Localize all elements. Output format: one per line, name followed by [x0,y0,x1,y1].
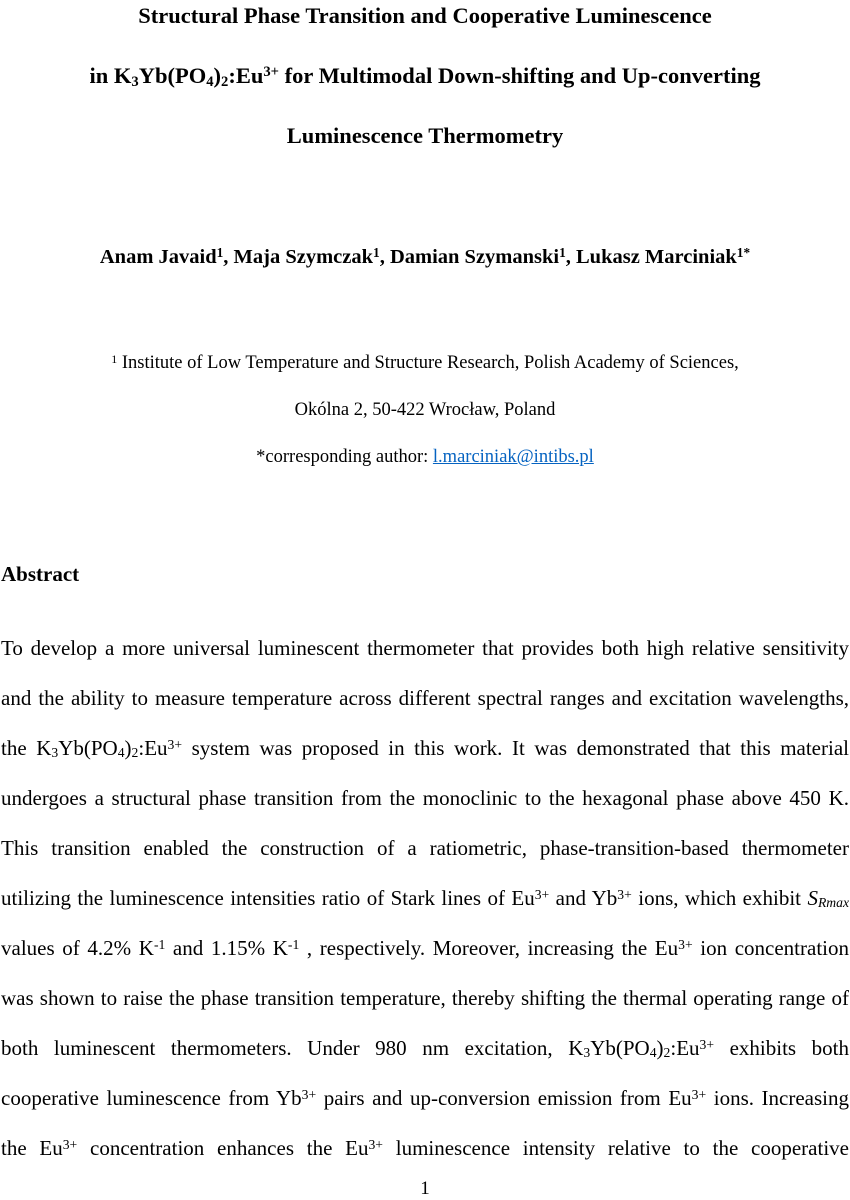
email-link[interactable]: l.marciniak@intibs.pl [432,447,594,467]
affiliation-block [1,340,849,481]
affiliation-line-1: $^1$ Institute of Low Temperature and Structure Research, Polish Academy of Sciences, [111,351,739,373]
page-number: 1 [420,1178,430,1199]
abstract-paragraph: To develop a more universal luminescent thermometer that provides both high relative sensitivity and the ability to measure temperature across different spectral ranges and excitation wavelengths, the $K_3Yb(PO_4)_2:Eu^{3+}$ system was proposed in this work. It was demonstrated that this material undergoes a structural phase transition from the monoclinic to the hexagonal phase above 450 K. This transition enabled the construction of a ratiometric, phase-transition-based thermometer utilizing the luminescence intensities ratio of Stark lines of $Eu^{3+}$ and $Yb^{3+}$ ions, which exhibit $S_{Rmax}$ values of 4.2% $K^{-1}$ and 1.15% $K^{-1}$ , respectively. Moreover, increasing the $Eu^{3+}$ ion concentration was shown to raise the phase transition temperature, thereby shifting the thermal operating range of both luminescent thermometers. Under 980 nm excitation, $K_3Yb(PO_4)_2:Eu^{3+}$ exhibits both cooperative luminescence from $Yb^{3+}$ pairs and up-conversion emission from $Eu^{3+}$ ions. Increasing the $Eu^{3+}$ concentration enhances the $Eu^{3+}$ luminescence intensity relative to the cooperative [1,636,850,1160]
paper-title-line-3: Luminescence Thermometry [286,123,564,148]
paper-title-line-2: in $K_3Yb(PO_4)_2:Eu^{3+}$ for Multimodal Down-shifting and Up-converting [89,63,761,90]
abstract-heading: Abstract [1,562,80,586]
title-block [1,2,849,149]
corresponding-author-line [1,434,849,481]
corresponding-author-prefix: *corresponding author: [256,447,433,467]
affiliation-line-2: Okólna 2, 50-422 Wrocław, Poland [294,400,556,420]
authors-line: Anam Javaid$^1$, Maja Szymczak$^1$, Damian Szymanski$^1$, Lukasz Marciniak$^{1*}$ [99,245,751,268]
paper-title-line-1: Structural Phase Transition and Cooperative Luminescence [138,3,712,28]
